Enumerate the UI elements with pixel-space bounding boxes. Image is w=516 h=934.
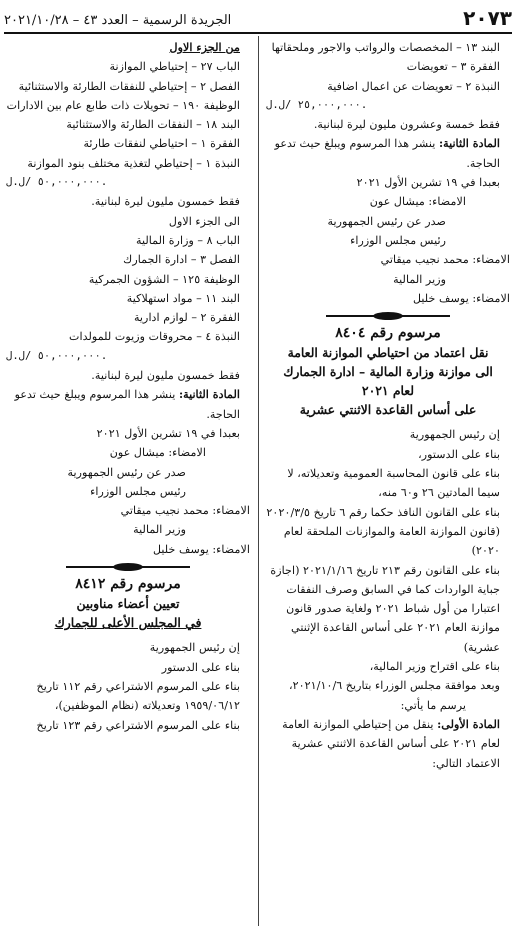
decree-title-line-4: على أساس القاعدة الاثنتي عشرية [299, 402, 477, 418]
nabza-2: النبذة ٢ – تعويضات عن اعمال اضافية [327, 79, 500, 93]
basis-4: بناء على اقتراح وزير المالية، [369, 660, 500, 674]
article-1-label: المادة الأولى: [437, 716, 500, 731]
article-2-label: المادة الثانية: [438, 136, 500, 151]
column-divider [258, 36, 259, 926]
item-11: البند ١١ – مواد استهلاكية [126, 291, 240, 305]
article-2-label: المادة الثانية: [178, 387, 240, 402]
president-line: إن رئيس الجمهورية [149, 641, 240, 655]
article-2-text: ينشر هذا المرسوم ويبلغ حيث تدعو الحاجة. [274, 137, 500, 170]
decree-number: مرسوم رقم ٨٤٠٤ [335, 325, 441, 342]
president-line: إن رئيس الجمهورية [409, 428, 500, 442]
section-separator [266, 311, 510, 321]
decrees-line: يرسم ما يأتي: [400, 698, 466, 712]
issued-by: صدر عن رئيس الجمهورية [67, 465, 186, 479]
decree-title-line-2: في المجلس الأعلى للجمارك [54, 615, 202, 631]
section-separator [6, 562, 250, 572]
decree-title-line-1: نقل اعتماد من احتياطي الموازنة العامة [287, 345, 489, 361]
basis-2: بناء على المرسوم الاشتراعي رقم ١٢٣ تاريخ [36, 718, 240, 732]
amount-2: ٥٠,٠٠٠,٠٠٠ /ل.ل. [6, 176, 108, 189]
basis-1: بناء على قانون المحاسبة العمومية وتعديلاته، لا سيما المادتين ٢٦ و٦٠ منه، [287, 467, 500, 500]
para-3: الفقرة ٣ – تعويضات [406, 60, 500, 74]
page-header [4, 6, 512, 34]
finance-minister: وزير المالية [393, 272, 446, 286]
basis-2: بناء على القانون النافذ حكما رقم ٦ تاريخ ٢٠٢٠/٣/٥ (قانون الموازنة العامة والموازنات الملحقة لعام ٢٠٢٠) [266, 505, 500, 558]
date-line: بعبدا في ١٩ تشرين الأول ٢٠٢١ [356, 176, 500, 190]
from-part: من الجزء الاول [169, 40, 240, 54]
decree-number: مرسوم رقم ٨٤١٢ [75, 576, 181, 593]
amount-1-words: فقط خمسة وعشرون مليون ليرة لبنانية. [313, 118, 500, 132]
gazette-title: الجريدة الرسمية – العدد ٤٣ – ٢٠٢١/١٠/٢٨ [4, 13, 232, 28]
article-1 [266, 715, 510, 773]
amount-3-words: فقط خمسون مليون ليرة لبنانية. [91, 369, 240, 383]
item-18: البند ١٨ – النفقات الطارئة والاستثنائية [66, 118, 240, 132]
signature-pm: الامضاء: محمد نجيب ميقاتي [380, 253, 510, 267]
basis-3: بناء على القانون رقم ٢١٣ تاريخ ٢٠٢١/١/١٦ (اجازة جباية الواردات كما في السابق وصرف النفقات اعتبارا من أول شباط ٢٠٢١ ولغاية صدور قانون موازنة العام ٢٠٢١ على أساس القاعدة الإثنتي عشرية) [270, 563, 500, 654]
nabza-4: النبذة ٤ – محروقات وزيوت للمولدات [69, 330, 240, 344]
decree-title-line-3: لعام ٢٠٢١ [361, 383, 415, 399]
article-1-text: ينقل من إحتياطي الموازنة العامة لعام ٢٠٢١ على أساس القاعدة الاثنتي عشرية الاعتماد التالي: [282, 717, 500, 770]
chapter-8: الباب ٨ – وزارة المالية [135, 233, 240, 247]
signature-pm: الامضاء: محمد نجيب ميقاتي [120, 504, 250, 518]
basis-1: بناء على المرسوم الاشتراعي رقم ١١٢ تاريخ ١٩٥٩/٠٦/١٢ وتعديلاته (نظام الموظفين)، [36, 679, 240, 713]
para-2: الفقرة ٢ – لوازم ادارية [133, 311, 240, 325]
constitution-line: بناء على الدستور [161, 660, 240, 674]
page-number: ٢٠٧٣ [463, 6, 512, 30]
amount-1: ٢٥,٠٠٠,٠٠٠ /ل.ل. [266, 98, 368, 111]
to-part: الى الجزء الاول [168, 214, 240, 228]
function-125: الوظيفة ١٢٥ – الشؤون الجمركية [88, 272, 240, 286]
chapter-27: الباب ٢٧ – إحتياطي الموازنة [109, 60, 240, 74]
article-2-text: ينشر هذا المرسوم ويبلغ حيث تدعو الحاجة. [14, 388, 240, 421]
section-2: الفصل ٢ – إحتياطي للنفقات الطارئة والاستثنائية [18, 79, 240, 93]
article-2 [266, 134, 510, 173]
right-column [266, 38, 510, 773]
issued-by: صدر عن رئيس الجمهورية [327, 214, 446, 228]
nabza-1: النبذة ١ – إحتياطي لتغذية مختلف بنود الموازنة [27, 156, 240, 170]
date-line: بعبدا في ١٩ تشرين الأول ٢٠٢١ [96, 426, 240, 440]
amount-3: ٥٠,٠٠٠,٠٠٠ /ل.ل. [6, 349, 108, 362]
pm-title: رئيس مجلس الوزراء [350, 233, 446, 247]
decree-title-line-1: تعيين أعضاء مناوبين [76, 596, 180, 612]
decree-title-line-2: الى موازنة وزارة المالية – ادارة الجمارك [283, 364, 493, 380]
item-13: البند ١٣ – المخصصات والرواتب والاجور وملحقاتها [271, 41, 500, 54]
finance-minister: وزير المالية [133, 523, 186, 537]
signature-finance: الامضاء: يوسف خليل [412, 291, 510, 305]
section-3: الفصل ٣ – ادارة الجمارك [123, 253, 240, 267]
left-column [6, 38, 250, 735]
amount-2-words: فقط خمسون مليون ليرة لبنانية. [91, 195, 240, 209]
function-190: الوظيفة ١٩٠ – تحويلات ذات طابع عام بين الادارات [6, 98, 240, 112]
article-2 [6, 385, 250, 424]
para-1: الفقرة ١ – احتياطي لنفقات طارئة [83, 137, 240, 151]
pm-title: رئيس مجلس الوزراء [90, 484, 186, 498]
signature-president: الامضاء: ميشال عون [109, 446, 206, 460]
basis-5: وبعد موافقة مجلس الوزراء بتاريخ ٢٠٢١/١٠/٦، [289, 679, 500, 693]
signature-finance: الامضاء: يوسف خليل [152, 542, 250, 556]
signature-president: الامضاء: ميشال عون [369, 195, 466, 209]
constitution-line: بناء على الدستور، [418, 447, 500, 461]
